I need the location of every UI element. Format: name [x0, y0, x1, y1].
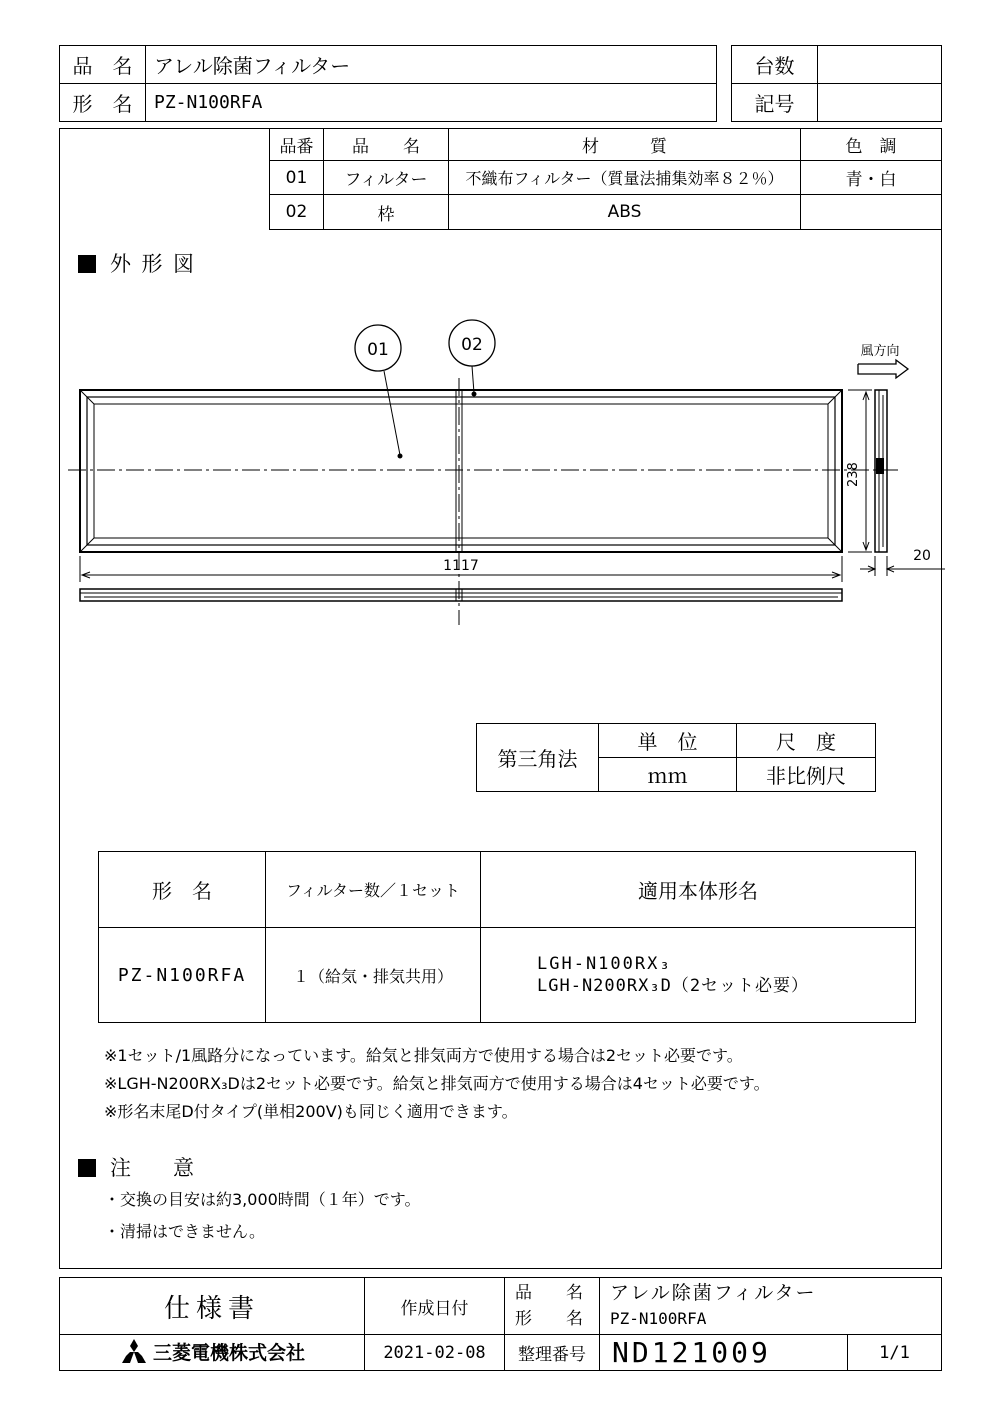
applicable-model-table	[98, 851, 916, 1023]
spec-header-applicable: 適用本体形名	[481, 852, 916, 928]
parts-header-no: 品番	[270, 129, 324, 161]
model-label: 形 名	[60, 84, 146, 122]
filter-inner-frame	[87, 397, 835, 545]
spec-count: １（給気・排気共用）	[266, 928, 481, 1023]
document-type: 仕様書	[60, 1278, 365, 1335]
unit-label: 単 位	[599, 724, 737, 758]
projection-method: 第三角法	[477, 724, 599, 792]
parts-header-color: 色 調	[801, 129, 942, 161]
caution-item: ・交換の目安は約3,000時間（１年）です。	[104, 1190, 421, 1209]
spec-header-count: フィルター数／１セット	[266, 852, 481, 928]
applicable-model-2: LGH-N200RX₃D（2セット必要）	[537, 976, 810, 996]
filter-outer-frame	[80, 390, 842, 552]
product-name-label: 品 名	[60, 46, 146, 84]
parts-header-name: 品 名	[324, 129, 449, 161]
caution-section-title	[78, 1152, 205, 1182]
notes-list	[104, 1042, 770, 1126]
caution-title-text: 注 意	[110, 1156, 205, 1180]
filter-media-area	[94, 404, 828, 538]
company-name: 三菱電機株式会社	[152, 1341, 305, 1364]
dimension-depth: 20	[913, 548, 931, 564]
title-block	[59, 1277, 942, 1371]
unit-value: ｍｍ	[599, 758, 737, 792]
footer-model-label: 形 名	[515, 1309, 583, 1329]
document-number: ND121009	[600, 1335, 848, 1371]
parts-cell: 不織布フィルター（質量法捕集効率８２％）	[449, 161, 801, 195]
callout-01-text: 01	[367, 340, 389, 360]
note-item: ※LGH-N200RX₃Dは2セット必要です。給気と排気両方で使用する場合は4セット必要です。	[104, 1074, 770, 1093]
outline-title-text: 外形図	[110, 252, 205, 276]
spec-header-model: 形 名	[99, 852, 266, 928]
symbol-label: 記号	[732, 84, 818, 122]
created-date-label: 作成日付	[365, 1278, 505, 1335]
table-row	[99, 928, 916, 1023]
parts-cell: フィルター	[324, 161, 449, 195]
caution-list	[104, 1184, 421, 1248]
parts-cell: 02	[270, 195, 324, 230]
airflow-label: 風方向	[860, 344, 900, 359]
top-view-frame	[80, 589, 842, 601]
footer-product-model: PZ-N100RFA	[610, 1309, 707, 1328]
note-item: ※1セット/1風路分になっています。給気と排気両方で使用する場合は2セット必要です。	[104, 1046, 743, 1065]
footer-name-label: 品 名	[515, 1283, 583, 1303]
unit-count-label: 台数	[732, 46, 818, 84]
model-value: PZ-N100RFA	[146, 84, 717, 122]
parts-cell: ABS	[449, 195, 801, 230]
parts-header-material: 材 質	[449, 129, 801, 161]
caution-item: ・清掃はできません。	[104, 1222, 265, 1241]
product-name-value: アレル除菌フィルター	[146, 46, 717, 84]
spec-model: PZ-N100RFA	[99, 928, 266, 1023]
outline-drawing	[0, 0, 1000, 700]
dimension-height: 238	[846, 462, 861, 487]
callout-02-text: 02	[461, 335, 483, 355]
applicable-model-1: LGH-N100RX₃	[537, 954, 672, 974]
created-date: 2021-02-08	[365, 1335, 505, 1371]
parts-cell: 青・白	[801, 161, 942, 195]
dimension-width: 1117	[443, 558, 479, 574]
document-number-label: 整理番号	[505, 1335, 600, 1371]
square-bullet-icon	[78, 1159, 96, 1177]
scale-value: 非比例尺	[737, 758, 876, 792]
parts-cell: 01	[270, 161, 324, 195]
mitsubishi-logo-icon	[119, 1339, 149, 1368]
scale-label: 尺 度	[737, 724, 876, 758]
note-item: ※形名末尾D付タイプ(単相200V)も同じく適用できます。	[104, 1102, 518, 1121]
page-number: 1/1	[848, 1335, 942, 1371]
projection-table	[476, 723, 876, 792]
parts-cell: 枠	[324, 195, 449, 230]
footer-product-name: アレル除菌フィルター	[610, 1282, 817, 1304]
airflow-arrow-icon	[858, 360, 908, 378]
